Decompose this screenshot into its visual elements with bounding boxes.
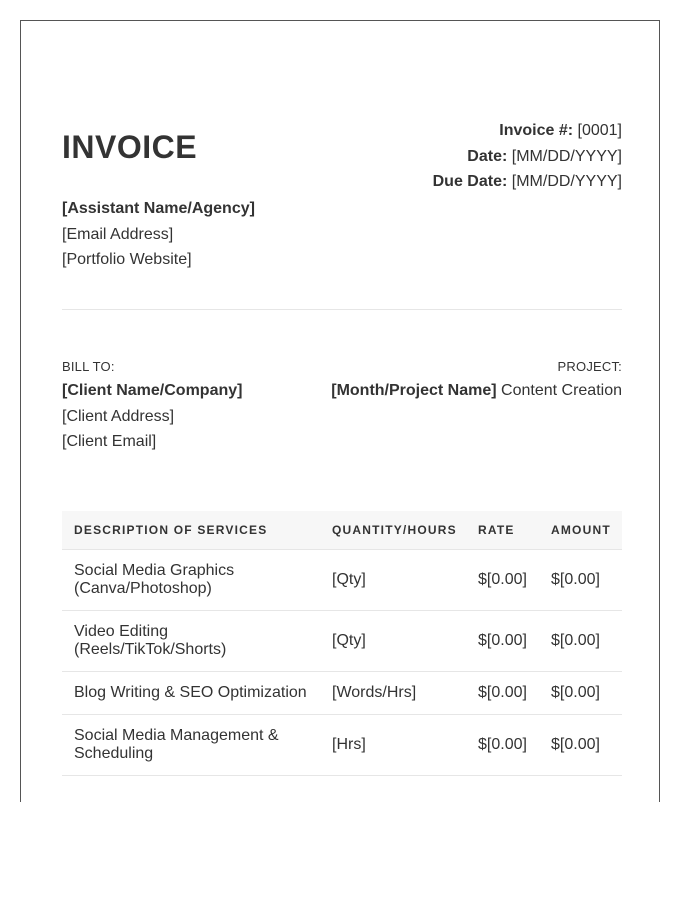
- bill-to-label: BILL TO:: [62, 359, 115, 374]
- row-rate: $[0.00]: [466, 672, 539, 715]
- project-block: [331, 358, 622, 404]
- row-quantity: [Qty]: [320, 550, 466, 611]
- invoice-due-line: [433, 169, 622, 195]
- row-rate: $[0.00]: [466, 715, 539, 776]
- row-amount: $[0.00]: [539, 715, 622, 776]
- table-header-row: [62, 511, 622, 550]
- table-row: [62, 611, 622, 672]
- services-table: [62, 511, 622, 776]
- row-quantity: [Qty]: [320, 611, 466, 672]
- client-address: [Client Address]: [62, 407, 175, 425]
- row-amount: $[0.00]: [539, 611, 622, 672]
- invoice-number-value: [0001]: [577, 122, 622, 139]
- row-description: Video Editing (Reels/TikTok/Shorts): [62, 611, 320, 672]
- header-description: DESCRIPTION OF SERVICES: [62, 511, 320, 550]
- invoice-date-value: [MM/DD/YYYY]: [511, 147, 622, 165]
- invoice-number-label: Invoice #:: [499, 122, 574, 139]
- services-table-header: [62, 511, 622, 550]
- row-rate: $[0.00]: [466, 550, 539, 611]
- row-description: Social Media Graphics (Canva/Photoshop): [62, 550, 320, 611]
- client-email: [Client Email]: [62, 433, 157, 450]
- services-table-body: [62, 550, 622, 776]
- sender-website: [Portfolio Website]: [62, 251, 192, 268]
- sender-email: [Email Address]: [62, 225, 174, 243]
- client-name: [Client Name/Company]: [62, 382, 243, 399]
- row-rate: $[0.00]: [466, 611, 539, 672]
- header-rate: RATE: [466, 511, 539, 550]
- project-name-bold: [Month/Project Name]: [331, 382, 497, 399]
- invoice-due-label: Due Date:: [432, 173, 508, 190]
- invoice-due-value: [MM/DD/YYYY]: [511, 173, 622, 190]
- invoice-meta: [433, 118, 622, 195]
- header-amount: AMOUNT: [539, 511, 622, 550]
- row-description: Social Media Management & Scheduling: [62, 715, 320, 776]
- section-divider: [62, 309, 622, 310]
- row-amount: $[0.00]: [539, 672, 622, 715]
- invoice-date-label: Date:: [467, 147, 508, 165]
- sender-name: [Assistant Name/Agency]: [62, 200, 255, 217]
- row-quantity: [Hrs]: [320, 715, 466, 776]
- bill-to-block: [62, 358, 242, 455]
- invoice-title: INVOICE: [62, 129, 198, 165]
- header-quantity: QUANTITY/HOURS: [320, 511, 466, 550]
- table-row: [62, 672, 622, 715]
- project-name-rest: Content Creation: [501, 382, 622, 399]
- row-quantity: [Words/Hrs]: [320, 672, 466, 715]
- invoice-date-line: [433, 144, 622, 170]
- row-amount: $[0.00]: [539, 550, 622, 611]
- invoice-number-line: [433, 118, 622, 144]
- table-row: [62, 715, 622, 776]
- project-label: PROJECT:: [557, 359, 622, 374]
- invoice-sheet: [20, 20, 660, 802]
- row-description: Blog Writing & SEO Optimization: [62, 672, 320, 715]
- table-row: [62, 550, 622, 611]
- sender-block: [62, 196, 255, 273]
- project-name-line: [331, 378, 622, 404]
